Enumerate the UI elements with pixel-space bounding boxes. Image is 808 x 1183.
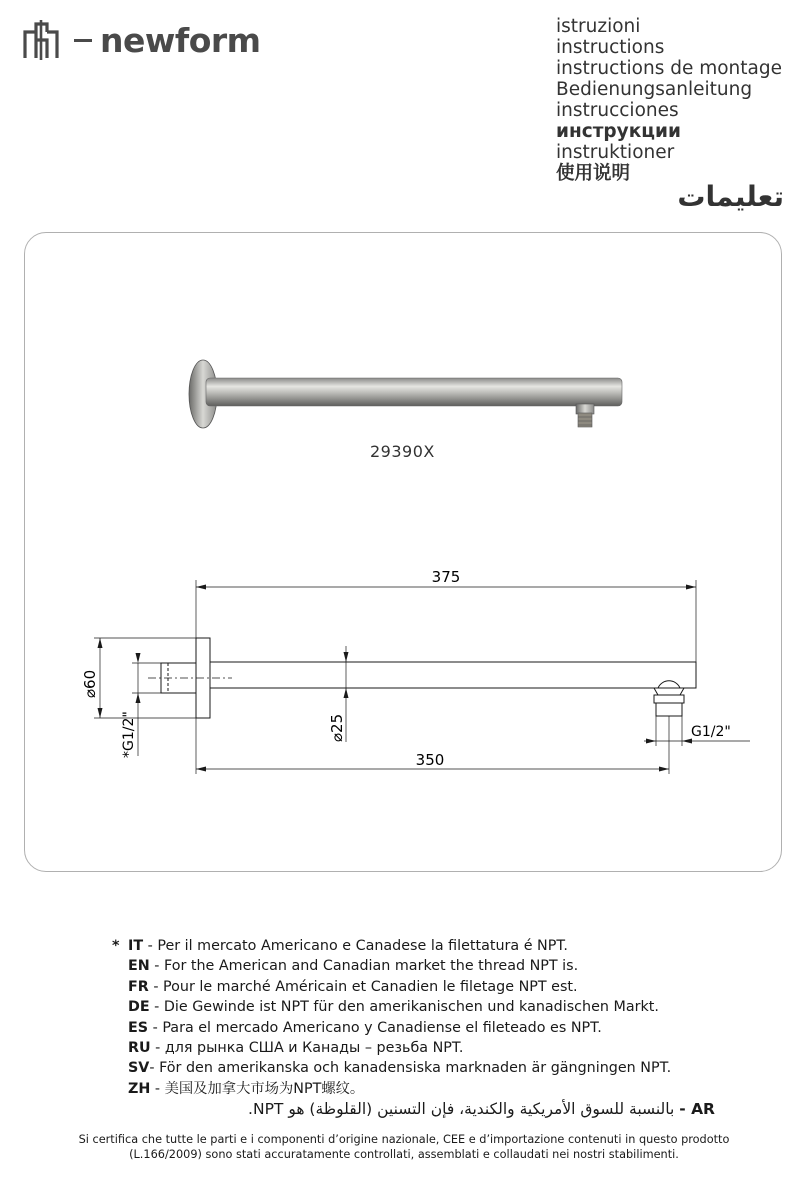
note-text: Pour le marché Américain et Canadien le filetage NPT est.	[163, 978, 578, 995]
shower-arm-photo	[180, 350, 630, 440]
note-text: Die Gewinde ist NPT für den amerikanischen und kanadischen Markt.	[163, 999, 659, 1016]
note-text: Para el mercado Americano y Canadiense el fileteado es NPT.	[162, 1019, 602, 1036]
note-row	[112, 1079, 715, 1099]
dim-diam25-label: ⌀25	[328, 713, 346, 742]
note-sep: -	[148, 978, 164, 995]
thread-notes	[112, 936, 715, 1120]
language-item: инструкции	[556, 121, 681, 142]
note-text: بالنسبة للسوق الأمريكية والكندية، فإن التسنين (القلوظة) هو NPT.	[248, 1100, 675, 1119]
arm-outline	[210, 662, 696, 688]
language-list	[556, 16, 782, 184]
certification-footer	[0, 1132, 808, 1162]
newform-logo-icon	[22, 18, 60, 62]
note-lang-code: EN	[128, 958, 150, 975]
language-item: 使用说明	[556, 163, 631, 184]
language-item: istruzioni	[556, 16, 641, 37]
note-lang-code: DE	[128, 999, 150, 1016]
note-row	[112, 997, 715, 1017]
note-row	[112, 956, 715, 976]
dim-g12-right-label: G1/2"	[691, 724, 731, 740]
logo-dash	[74, 39, 92, 42]
note-text: 美国及加拿大市场为NPT螺纹。	[164, 1080, 365, 1097]
note-lang-code: RU	[128, 1040, 151, 1057]
note-text: Per il mercato Americano e Canadese la filettatura é NPT.	[157, 938, 568, 954]
note-lang-code: ZH	[128, 1080, 151, 1097]
note-sep: -	[150, 1040, 165, 1057]
dim-375-label: 375	[431, 568, 461, 586]
note-lang-code: ES	[128, 1019, 149, 1036]
note-lang-code: FR	[128, 978, 149, 995]
note-row	[112, 936, 715, 956]
note-sep: -	[148, 1019, 163, 1036]
note-row	[112, 977, 715, 997]
note-sep: -	[149, 958, 164, 975]
dim-diam60-label: ⌀60	[81, 669, 99, 698]
dim-g12-left-label: *G1/2"	[121, 711, 137, 758]
note-row	[112, 1018, 715, 1038]
language-item: instrucciones	[556, 100, 679, 121]
note-lang-code: SV	[128, 1060, 150, 1077]
note-lang-code: IT	[128, 938, 144, 954]
dim-350-label: 350	[415, 751, 445, 769]
product-code: 29390X	[370, 442, 435, 461]
language-item: instruktioner	[556, 142, 675, 163]
brand-name: newform	[100, 20, 261, 60]
language-item: instructions de montage	[556, 58, 783, 79]
outlet-outline	[654, 688, 684, 695]
note-asterisk: *	[112, 938, 120, 954]
note-text: для рынка США и Канады – резьба NPT.	[164, 1040, 464, 1057]
note-sep: -	[149, 999, 164, 1016]
note-sep: -	[143, 938, 158, 954]
note-row	[112, 1038, 715, 1058]
footer-line: Si certifica che tutte le parti e i componenti d’origine nazionale, CEE e d’importazione contenuti in questo prodotto	[78, 1133, 730, 1146]
arabic-title: تعليمات	[677, 180, 784, 213]
note-text: För den amerikanska och kanadensiska marknaden är gängningen NPT.	[159, 1060, 672, 1077]
note-row	[112, 1058, 715, 1078]
note-lang-code: AR -	[679, 1100, 715, 1119]
language-item: Bedienungsanleitung	[556, 79, 753, 100]
footer-line: (L.166/2009) sono stati accuratamente controllati, assemblati e collaudati nei nostri stabilimenti.	[129, 1148, 679, 1161]
brand-logo	[22, 18, 261, 62]
note-sep: -	[149, 1060, 160, 1077]
language-item: instructions	[556, 37, 665, 58]
technical-drawing	[60, 560, 780, 790]
note-sep: -	[150, 1080, 165, 1097]
note-text: For the American and Canadian market the thread NPT is.	[163, 958, 579, 975]
note-row-arabic	[112, 1099, 715, 1119]
